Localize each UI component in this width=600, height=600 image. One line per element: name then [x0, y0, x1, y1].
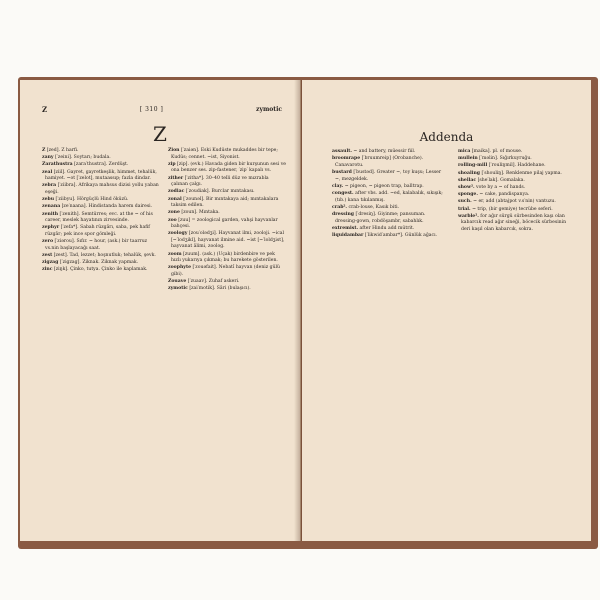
entry-headword: zoology: [168, 231, 188, 237]
dictionary-entry: [42, 204, 160, 211]
entry-headword: zeal: [42, 169, 53, 175]
dictionary-entry: [332, 205, 447, 212]
left-page-columns: [42, 148, 286, 294]
dictionary-entry: [42, 267, 160, 274]
entry-headword: shoaling: [458, 170, 481, 176]
dictionary-entry: [458, 199, 573, 206]
entry-headword: broomrape: [332, 156, 361, 162]
running-head: [42, 105, 282, 114]
entry-headword: zymotic: [168, 286, 188, 292]
entry-definition: ~ cake, pandispanya.: [477, 192, 530, 198]
entry-headword: zip: [168, 161, 176, 167]
entry-headword: bustard: [332, 169, 352, 175]
right-page: [302, 80, 591, 541]
entry-definition: [maika]. pl. of mouse.: [470, 149, 523, 154]
entry-headword: zany: [42, 155, 54, 161]
dictionary-entry: [168, 286, 286, 293]
entry-headword: zither: [168, 175, 184, 181]
dictionary-entry: [42, 170, 160, 183]
entry-headword: such.: [458, 199, 472, 205]
entry-definition: [zara′thustra]. Zerdüşt.: [72, 162, 129, 168]
entry-definition: [′zitha*]. 30–40 telli düz ve mızrabla çalınan çalgı.: [171, 175, 269, 188]
entry-headword: zodiac: [168, 189, 185, 195]
dictionary-entry: [458, 163, 573, 170]
entry-definition: [ziŋk]. Çinko, tutya. Çinko ile kaplamak.: [52, 267, 148, 273]
right-column-1: [332, 149, 447, 240]
left-column-2: [168, 148, 286, 294]
entry-headword: zephyr: [42, 225, 60, 231]
right-page-columns: [332, 149, 573, 240]
dictionary-entry: [458, 178, 573, 185]
entry-definition: [′shouliŋ]. Renklenme pilaj yapma.: [480, 170, 562, 176]
entry-definition: [zed]. Z harfi.: [45, 148, 79, 153]
entry-headword: clay.: [332, 183, 344, 189]
entry-headword: zebra: [42, 183, 57, 189]
entry-definition: crab-louse, Kasık biti.: [347, 204, 400, 210]
dictionary-entry: [168, 231, 286, 251]
dictionary-entry: [168, 279, 286, 286]
entry-definition: ~ pigeon, ~ pigeon trap, balltrap.: [343, 183, 424, 189]
guide-word: zymotic: [256, 106, 282, 113]
entry-headword: rolling-mill: [458, 163, 488, 169]
dictionary-entry: [458, 156, 573, 163]
entry-definition: [′zeini]. Soytarı; budala.: [53, 155, 111, 161]
entry-headword: zigzag: [42, 260, 59, 266]
entry-definition: [′bruumreip] (Orobanche). Canavarotu.: [335, 156, 424, 168]
page-number: [ 310 ]: [139, 106, 164, 113]
entry-headword: zoom: [168, 251, 182, 257]
entry-definition: for ağır sürgü sürbesinden kaşı olan kabarcık read ağır sineği, böcecik sürbesinin deri kaşıl olan kabarcık, sokra.: [461, 213, 567, 232]
entry-headword: Z: [42, 148, 46, 153]
entry-definition: vote by a ~ of hands.: [474, 184, 526, 190]
left-page: [20, 80, 301, 541]
dictionary-entry: [458, 149, 573, 156]
entry-headword: mica: [458, 149, 471, 154]
entry-headword: show².: [458, 184, 475, 190]
dictionary-entry: [332, 184, 447, 191]
entry-headword: zero: [42, 239, 54, 245]
dictionary-entry: [332, 170, 447, 183]
right-column-2: [458, 149, 573, 240]
entry-headword: zoo: [168, 217, 177, 223]
dictionary-entry: [332, 149, 447, 156]
entry-headword: zone: [168, 210, 180, 216]
entry-definition: ~ er, add (abtajpot v.s′nin) vantuzu.: [471, 199, 556, 205]
entry-definition: [zip]. (evk.) Havada giden bir kurşunun sesi ve ona benzer ses. zip-fastener, ′zip′ kapalı vs.: [171, 161, 287, 174]
entry-definition: [ziil]. Gayret, gayretkeşlik, himmet, tehalük, hamiyet. ~ot [′zelot], mutaassıp; fazla dindar.: [45, 169, 157, 182]
entry-headword: assault.: [332, 149, 352, 154]
dictionary-entry: [332, 156, 447, 169]
entry-headword: zest: [42, 252, 53, 258]
entry-definition: [′zefa*]. Sabah rüzgârı, saba, pek hafif rüzgâr; pek ince spor gömleği.: [45, 225, 150, 237]
entry-headword: mullein: [458, 156, 478, 162]
dictionary-entry: [168, 148, 286, 161]
dictionary-entry: [458, 214, 573, 234]
dictionary-entry: [168, 265, 286, 278]
running-head-letter: Z: [42, 105, 48, 114]
entry-definition: [′ziibra]. Afrikaya mahsus dizisi yollu yaban eşeği.: [45, 183, 159, 195]
entry-definition: [′rouliŋmil]. Haddehane.: [487, 163, 546, 169]
entry-headword: Zouave: [168, 279, 187, 285]
entry-headword: crab².: [332, 204, 348, 210]
entry-headword: zenana: [42, 204, 61, 210]
dictionary-entry: [458, 185, 573, 192]
dictionary-entry: [42, 183, 160, 196]
dictionary-entry: [168, 210, 286, 217]
dictionary-entry: [42, 148, 160, 155]
addenda-title: Addenda: [419, 130, 474, 144]
entry-definition: [′ziərou]. Sıfır. ~ hour, (ask.) bir taarruz vs.nin başlayacağı saat.: [45, 239, 148, 251]
dictionary-entry: [42, 155, 160, 162]
entry-headword: extremist.: [332, 225, 359, 231]
dictionary-entry: [168, 252, 286, 265]
entry-definition: [′zaiən]. Eski Kudüste mukaddes bir tepe; Kudüs; cennet. ~ist, Siyonist.: [171, 148, 278, 160]
entry-definition: [zoun]. Mıntaka.: [179, 210, 220, 216]
entry-definition: [zest]. Tad, lezzet; hoşnutluk; tehalük, şevk.: [52, 252, 156, 258]
entry-headword: warble².: [458, 213, 479, 219]
dictionary-entry: [168, 189, 286, 196]
entry-definition: [ze′naana]. Hindistanda harem dairesi.: [60, 204, 153, 210]
entry-headword: trial.: [458, 206, 471, 212]
dictionary-entry: [168, 162, 286, 175]
entry-headword: shellac: [458, 177, 477, 183]
entry-headword: zinc: [42, 267, 53, 273]
entry-headword: zebu: [42, 197, 55, 203]
dictionary-entry: [168, 176, 286, 189]
entry-definition: [zuu] = zoological garden, vahşi hayvanlar bahçesi.: [171, 217, 278, 230]
entry-headword: congest.: [332, 190, 354, 196]
dictionary-entry: [42, 212, 160, 225]
dictionary-entry: [332, 226, 447, 233]
entry-headword: zonal: [168, 196, 182, 202]
dictionary-entry: [168, 218, 286, 231]
entry-definition: after vbs. add. ~ed, kalabalık, sıkışık; (tıb.) kana tıkılanmış.: [335, 190, 443, 203]
entry-headword: sponge.: [458, 192, 478, 198]
dictionary-entry: [42, 260, 160, 267]
dictionary-entry: [332, 191, 447, 204]
entry-definition: [she′lak]. Gomalaka.: [476, 177, 525, 183]
entry-headword: Zarathustra: [42, 162, 73, 168]
entry-definition: [′ziibyu]. Hörgüçlü Hind öküzü.: [54, 197, 129, 203]
entry-definition: [′zouəfait]. Nebatî hayvan (deniz gülü gibi).: [171, 265, 280, 278]
entry-definition: [zuum]. (ask.) (Uçak) birdenbire ve pek hızlı yukarıya çıkmak; bu harekete gösterilen.: [171, 251, 278, 264]
entry-headword: Zion: [168, 148, 180, 153]
dictionary-entry: [42, 225, 160, 238]
section-letter: Z: [153, 122, 167, 146]
entry-definition: [′likwid′ambar*]. Günlük ağacı.: [363, 232, 438, 238]
entry-definition: [′bustəd]. Greater ~, toy kuşu; Lesser ~, mezgeldek.: [335, 169, 442, 182]
dictionary-entry: [42, 253, 160, 260]
entry-definition: [′məlin]. Sığırkuyruğu.: [477, 156, 532, 162]
entry-headword: zenith: [42, 211, 59, 217]
entry-headword: liquidambar: [332, 232, 364, 238]
entry-definition: [′zuaav]. Zuhaf askeri.: [186, 279, 240, 285]
entry-definition: [′zounəl]. Bir mıntakaya aid; mıntakalara taksim edilen.: [171, 196, 279, 209]
entry-definition: ~ and battery, müessir fiil.: [351, 149, 416, 154]
entry-definition: [′zigzag]. Ziknak. Ziknak yapmak.: [58, 260, 139, 266]
left-column-1: [42, 148, 160, 294]
entry-headword: zoophyte: [168, 265, 192, 271]
entry-definition: [zai′motik]. Sâri (bulaşıcı).: [187, 286, 251, 292]
dictionary-entry: [458, 171, 573, 178]
dictionary-entry: [168, 197, 286, 210]
entry-definition: after Hindu add mütrit.: [358, 225, 415, 231]
dictionary-entry: [42, 197, 160, 204]
entry-definition: [′dresiŋ]. Giyinme; pansuman. dressing-gown, robdöşambr, sabahlık.: [335, 211, 426, 224]
entry-headword: dressing: [332, 211, 355, 217]
dictionary-entry: [458, 192, 573, 199]
dictionary-entry: [332, 212, 447, 225]
dictionary-entry: [42, 239, 160, 252]
entry-definition: ~ trip, (bir gemiye) tecrübe seferi.: [470, 206, 553, 212]
dictionary-entry: [458, 207, 573, 214]
entry-definition: [zou′olədʒi]. Hayvanat ilmi, zooloji. ~ical [~′lodʒikl], hayvanat ilmine aid. ~ist [~′loldʒist], hayvanat âlimi, zoolog.: [171, 231, 285, 250]
entry-definition: [′zenith]. Semtürres; evc. at the ~ of his career, meslek hayatının zirvesinde.: [45, 211, 153, 224]
dictionary-entry: [332, 233, 447, 240]
dictionary-entry: [42, 162, 160, 169]
entry-definition: [′zoudiak]. Burclar mıntakası.: [184, 189, 255, 195]
